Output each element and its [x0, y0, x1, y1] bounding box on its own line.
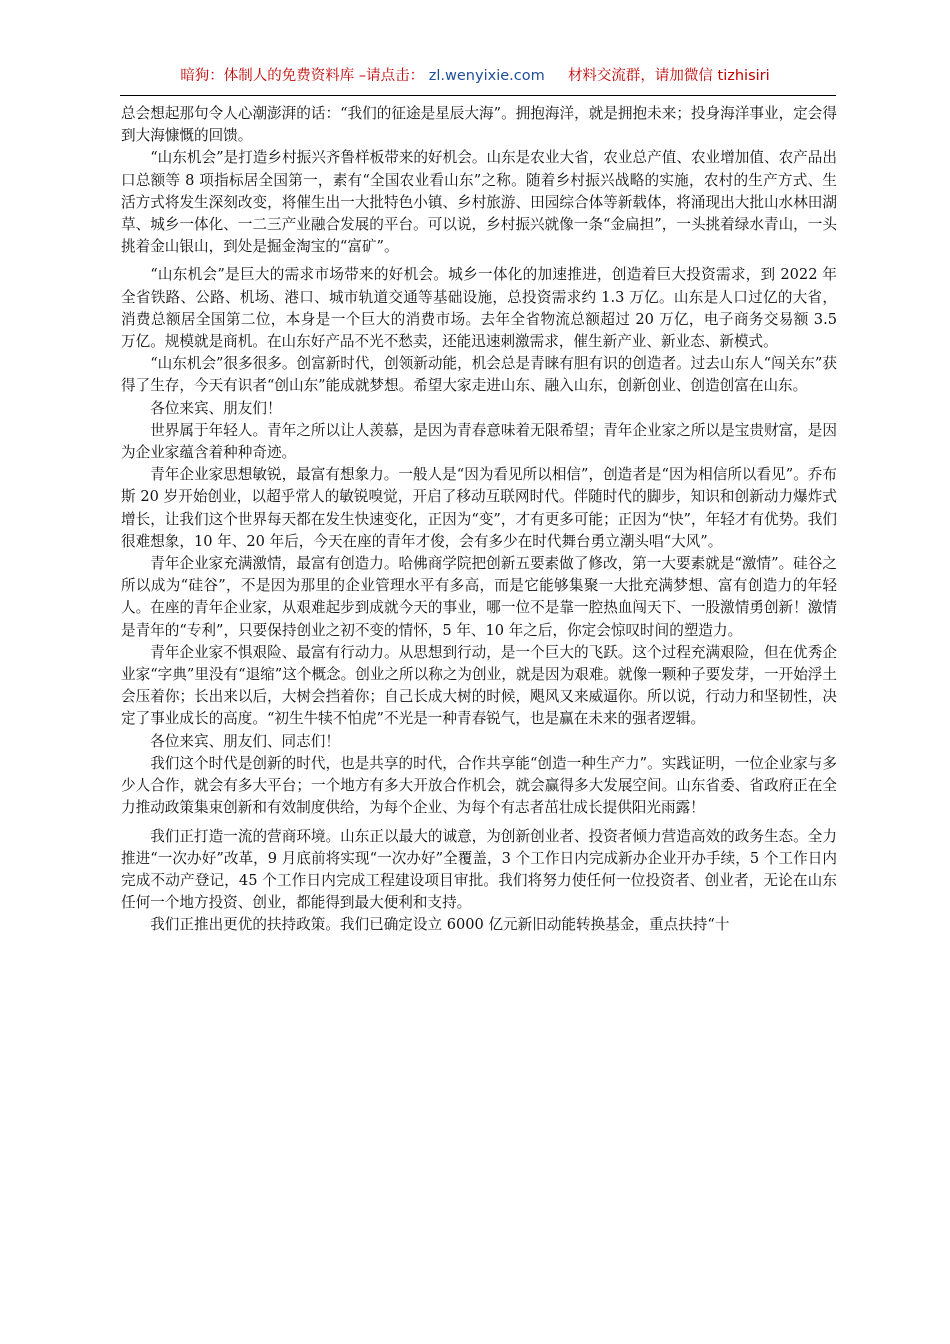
body-paragraph: 青年企业家思想敏锐，最富有想象力。一般人是“因为看见所以相信”，创造者是“因为相信所以看见”。乔布斯 20 岁开始创业，以超乎常人的敏锐嗅觉，开启了移动互联网时代。伴随时代的脚步，知识和创新动力爆炸式增长，让我们这个世界每天都在发生快速变化，正因为“变”，才有更多可能；正因为“快”，年轻才有优势。我们很难想象，10 年、20 年后，今天在座的青年才俊，会有多少在时代舞台勇立潮头唱“大风”。: [121, 466, 837, 550]
body-paragraph: 世界属于年轻人。青年之所以让人羡慕，是因为青春意味着无限希望；青年企业家之所以是宝贵财富，是因为企业家蕴含着种种奇迹。: [121, 421, 837, 462]
header-url-link[interactable]: zl.wenyixie.com: [428, 68, 545, 84]
header-contact: 材料交流群，请加微信 tizhisiri: [567, 68, 770, 84]
body-paragraph: 我们正推出更优的扶持政策。我们已确定设立 6000 亿元新旧动能转换基金，重点扶持“十: [150, 916, 730, 934]
body-paragraph: 总会想起那句令人心潮澎湃的话：“我们的征途是星辰大海”。拥抱海洋，就是拥抱未来；投身海洋事业，定会得到大海慷慨的回馈。: [121, 105, 837, 145]
header-rule: [120, 95, 836, 96]
body-paragraph: 我们这个时代是创新的时代，也是共享的时代，合作共享能“创造一种生产力”。实践证明，一位企业家与多少人合作，就会有多大平台；一个地方有多大开放合作机会，就会赢得多大发展空间。山东省委、省政府正在全力推动政策集束创新和有效制度供给，为每个企业、为每个有志者茁壮成长提供阳光雨露！: [121, 754, 837, 817]
body-paragraph: 青年企业家充满激情，最富有创造力。哈佛商学院把创新五要素做了修改，第一大要素就是“激情”。硅谷之所以成为“硅谷”，不是因为那里的企业管理水平有多高，而是它能够集聚一大批充满梦想、富有创造力的年轻人。在座的青年企业家，从艰难起步到成就今天的事业，哪一位不是靠一腔热血闯天下、一股激情勇创新！激情是青年的“专利”，只要保持创业之初不变的情怀，5 年、10 年之后，你定会惊叹时间的塑造力。: [121, 555, 837, 639]
body-paragraph: 各位来宾、朋友们、同志们！: [150, 732, 340, 750]
body-paragraph: 我们正打造一流的营商环境。山东正以最大的诚意，为创新创业者、投资者倾力营造高效的政务生态。全力推进“一次办好”改革，9 月底前将实现“一次办好”全覆盖，3 个工作日内完成新办企业开办手续，5 个工作日内完成不动产登记，45 个工作日内完成工程建设项目审批。我们将努力使任何一位投资者、创业者，无论在山东任何一个地方投资、创业，都能得到最大便利和支持。: [121, 827, 837, 912]
body-paragraph: 青年企业家不惧艰险、最富有行动力。从思想到行动，是一个巨大的飞跃。这个过程充满艰险，但在优秀企业家“字典”里没有“退缩”这个概念。创业之所以称之为创业，就是因为艰难。就像一颗种子要发芽，一开始浮土会压着你；长出来以后，大树会挡着你；自己长成大树的时候，飓风又来威逼你。所以说，行动力和坚韧性，决定了事业成长的高度。“初生牛犊不怕虎”不光是一种青春锐气，也是赢在未来的强者逻辑。: [121, 643, 837, 728]
document-body: [121, 103, 837, 937]
header-click-prefix: –请点击：: [358, 68, 425, 84]
header-brand: 暗狗：体制人的免费资料库: [180, 68, 355, 84]
body-paragraph: “山东机会”很多很多。创富新时代，创领新动能，机会总是青睐有胆有识的创造者。过去山东人“闯关东”获得了生存，今天有识者“创山东”能成就梦想。希望大家走进山东、融入山东，创新创业、创造创富在山东。: [121, 355, 837, 395]
body-paragraph: 各位来宾、朋友们！: [150, 399, 282, 417]
body-paragraph: “山东机会”是打造乡村振兴齐鲁样板带来的好机会。山东是农业大省，农业总产值、农业增加值、农产品出口总额等 8 项指标居全国第一，素有“全国农业看山东”之称。随着乡村振兴战略的实施，农村的生产方式、生活方式将发生深刻改变，将催生出一大批特色小镇、乡村旅游、田园综合体等新载体，将涌现出大批山水林田湖草、城乡一体化、一二三产业融合发展的平台。可以说，乡村振兴就像一条“金扁担”，一头挑着绿水青山，一头挑着金山银山，到处是掘金淘宝的“富矿”。: [121, 149, 837, 256]
body-paragraph: “山东机会”是巨大的需求市场带来的好机会。城乡一体化的加速推进，创造着巨大投资需求，到 2022 年全省铁路、公路、机场、港口、城市轨道交通等基础设施，总投资需求约 1.3 万亿。山东是人口过亿的大省，消费总额居全国第二位，本身是一个巨大的消费市场。去年全省物流总额超过 20 万亿，电子商务交易额 3.5 万亿。规模就是商机。在山东好产品不光不愁卖，还能迅速刺激需求，催生新产业、新业态、新模式。: [121, 266, 837, 351]
page-header: [0, 64, 950, 85]
